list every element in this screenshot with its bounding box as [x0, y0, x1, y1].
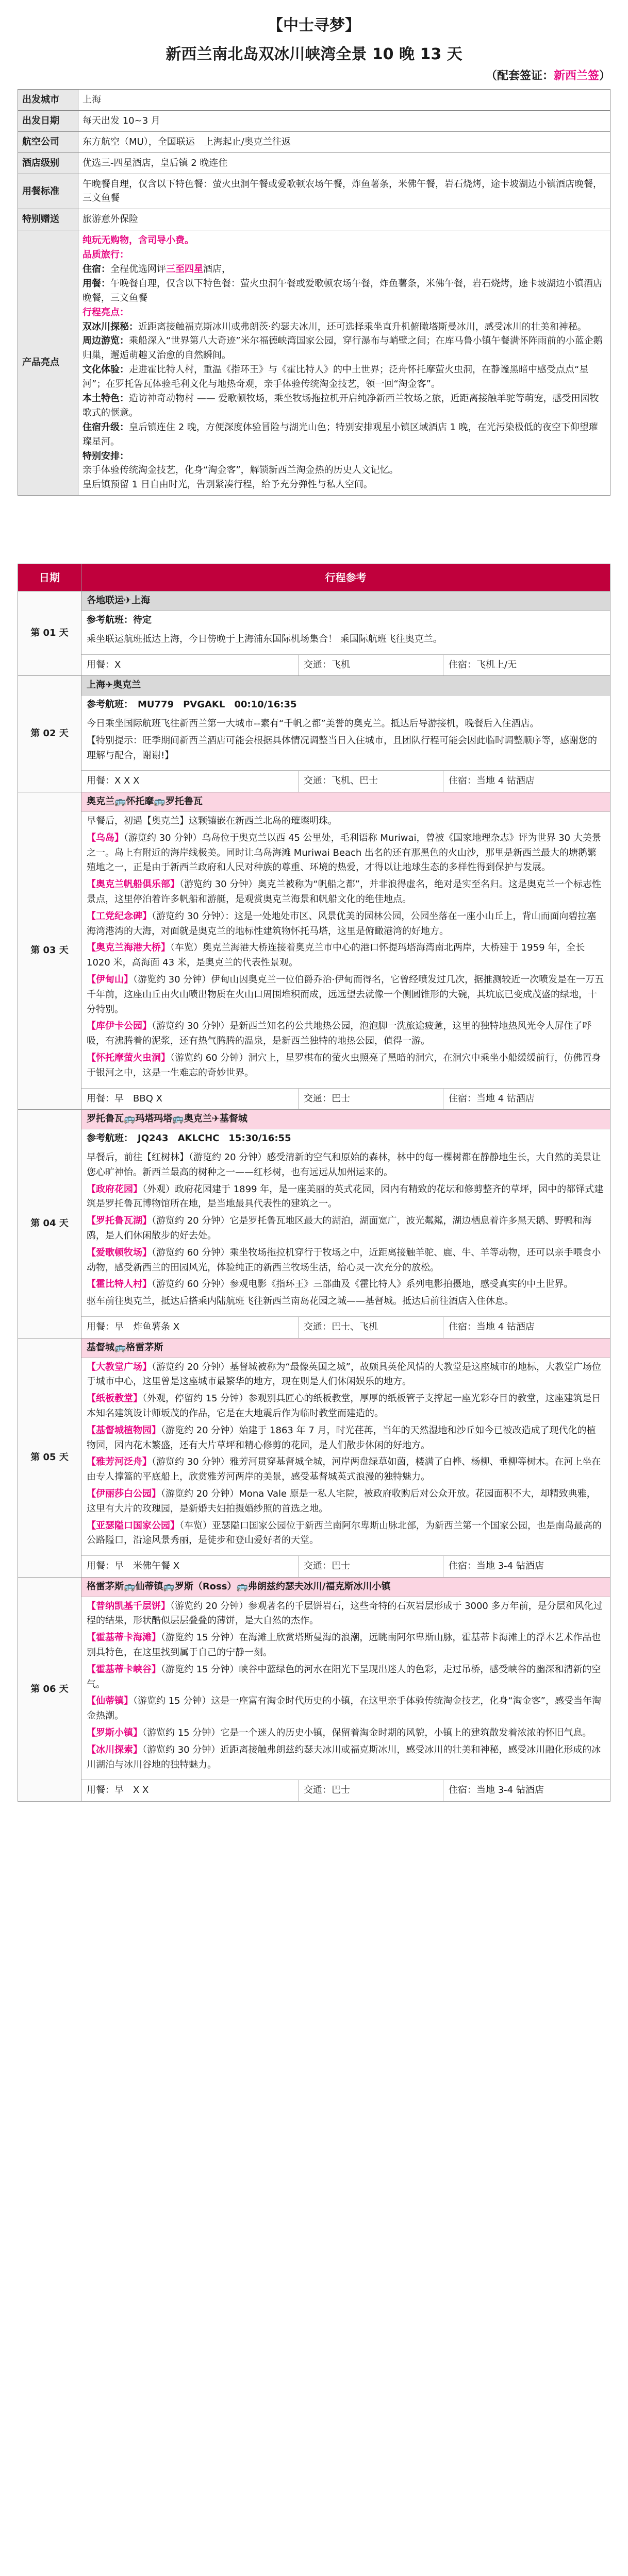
day-route: 上海✈奥克兰: [81, 676, 610, 696]
day-paragraph: 【罗托鲁瓦湖】（游览约 20 分钟）它是罗托鲁瓦地区最大的湖泊，湖面宽广，波光粼粼，湖边栖息着许多黑天鹅、野鸭和海鸥，是人们休闲散步的好去处。: [87, 1215, 592, 1241]
itinerary-day-row: [18, 1338, 610, 1577]
day-route: 基督城🚌格雷茅斯: [81, 1338, 610, 1358]
info-value: 每天出发 10~3 月: [78, 110, 610, 131]
itinerary-day-row: [18, 591, 610, 676]
day-body: [81, 715, 610, 770]
highlight-no-shopping: 纯玩无购物，含司导小费。: [82, 235, 194, 246]
day-paragraph: 【大教堂广场】（游览约 20 分钟）基督城被称为“最像英国之城”，故颇具英伦风情的大教堂是这座城市的地标，大教堂广场位于城市中心，这里曾是这座城市最繁华的地方，现在则是人们休闲娱乐的地方。: [87, 1361, 601, 1387]
highlight-meal: 用餐：午晚餐自理，仅含以下特色餐：萤火虫洞午餐或爱歌顿农场午餐，炸鱼薯条，米佛午餐，岩石烧烤，途卡坡湖边小镇酒店晚餐，三文鱼餐: [82, 278, 602, 303]
day-body: [81, 1597, 610, 1780]
info-label: 航空公司: [18, 131, 78, 152]
day-body: [81, 1358, 610, 1556]
day-paragraph: 【奥克兰海港大桥】（车览）奥克兰海港大桥连接着奥克兰市中心的港口怀提玛塔海湾南北两岸，大桥建于 1959 年，全长 1020 米，高海面 43 米，是奥克兰的代表性景观。: [87, 942, 585, 969]
day-stay: 住宿：当地 4 钻酒店: [449, 1093, 535, 1104]
day-paragraph: 【怀托摩萤火虫洞】（游览约 60 分钟）洞穴上，星罗棋布的萤火虫照亮了黑暗的洞穴，在洞穴中乘坐小船缓缓前行，仿佛置身于银河之中，这是一生难忘的奇妙世界。: [87, 1052, 601, 1078]
day-paragraph: 【库伊卡公园】（游览约 30 分钟）是新西兰知名的公共地热公园，泡泡脚一洗旅途疲惫，这里的独特地热风光令人屏住了呼吸，有沸腾着的泥浆，还有热气腾腾的温泉，是新西兰独特的地热公园，值得一游。: [87, 1021, 592, 1047]
info-label: 用餐标准: [18, 174, 78, 209]
col-day: 日期: [18, 564, 81, 591]
day-label: 第 06 天: [18, 1577, 81, 1801]
itinerary-day-row: [18, 792, 610, 1110]
highlight-item: 本土特色：造访神奇动物村 —— 爱歌顿牧场，乘坐牧场拖拉机开启纯净新西兰牧场之旅，近距离接触羊驼等萌宠，感受田园牧歌式的惬意。: [82, 393, 599, 418]
itinerary-day-row: [18, 676, 610, 792]
highlight-item: 特别安排：: [82, 450, 129, 462]
highlights-row: [18, 230, 610, 496]
day-meta: [81, 1780, 610, 1801]
day-paragraph: 【亚瑟隘口国家公园】（车览）亚瑟隘口国家公园位于新西兰南阿尔卑斯山脉北部，为新西兰第一个国家公园，也是南岛最高的公路隘口，沿途风景秀丽，是徒步和登山爱好者的天堂。: [87, 1520, 602, 1546]
info-row: [18, 152, 610, 174]
day-paragraph: 【乌岛】（游览约 30 分钟）乌岛位于奥克兰以西 45 公里处，毛利语称 Muriwai，曾被《国家地理杂志》评为世界 30 大美景之一。岛上有附近的海岸线极美。同时让乌岛海滩 Muriwai Beach 出名的还有那黑色的火山沙，那里是新西兰最大的塘鹅繁殖地之一，正是由于新西兰政府和人民对种族的尊重、环境的热爱，才得以让地球生态的多样性得到保护与发展。: [87, 832, 601, 873]
day-paragraph: 【伊甸山】（游览约 30 分钟）伊甸山因奥克兰一位伯爵乔治·伊甸而得名，它曾经喷发过几次，据推测较近一次喷发是在一万五千年前，这座山丘由火山喷出物质在火山口周围堆积而成，远远望去就像一个侧圆锥形的大碗，其坑底已变成茂盛的绿地，十分特别。: [87, 974, 604, 1015]
day-paragraph: 【冰川探索】（游览约 30 分钟）近距离接触弗朗兹约瑟夫冰川或福克斯冰川，感受冰川的壮美和神秘，感受冰川融化形成的冰川湖泊与冰川谷地的独特魅力。: [87, 1744, 601, 1770]
day-meta: [81, 1088, 610, 1110]
day-paragraph: 【工党纪念碑】（游览约 30 分钟）：这是一处地处市区、风景优美的园林公园，公园坐落在一座小山丘上，背山而面向碧拉塞海湾港湾的大海，对面就是奥克兰的地标性建筑物怀托马塔，这里是俯瞰港湾的好地方。: [87, 910, 597, 937]
day-paragraph: 今日乘坐国际航班飞往新西兰第一大城市--素有“千帆之都”美誉的奥克兰。抵达后导游接机，晚餐后入住酒店。: [87, 718, 539, 730]
day-stay: 住宿：当地 4 钻酒店: [449, 775, 535, 787]
day-paragraph: 【纸板教堂】（外观，停留约 15 分钟）参观别具匠心的纸板教堂，厚厚的纸板管子支撑起一座光彩夺目的教堂，这座建筑是日本知名建筑设计师坂茂的作品，它是在大地震后作为临时教堂而建造的。: [87, 1393, 601, 1419]
day-paragraph: 驱车前往奥克兰，抵达后搭乘内陆航班飞往新西兰南岛花园之城——基督城。抵达后前往酒店入住休息。: [87, 1296, 514, 1307]
day-traffic: 交通：巴士: [299, 1780, 443, 1801]
day-stay: 住宿：飞机上/无: [449, 659, 517, 670]
day-stay: 住宿：当地 3-4 钻酒店: [449, 1561, 544, 1572]
day-meal: 用餐：X X X: [81, 771, 299, 792]
day-paragraph: 【霍比特人村】（游览约 60 分钟）参观电影《指环王》三部曲及《霍比特人》系列电影拍摄地，感受真实的中土世界。: [87, 1279, 573, 1290]
day-paragraph: 【伊丽莎白公园】（游览约 20 分钟）Mona Vale 原是一私人宅院，被政府收购后对公众开放。花园面积不大，却精致典雅，这里有大片的玫瑰园，是新婚夫妇拍摄婚纱照的首选之地。: [87, 1488, 596, 1514]
day-meal: 用餐：早 X X: [81, 1780, 299, 1801]
highlight-trip-heading: 行程亮点：: [82, 307, 129, 318]
day-traffic: 交通：巴士、飞机: [299, 1317, 443, 1338]
day-meta: [81, 654, 610, 676]
day-content: [81, 1110, 610, 1338]
info-row: [18, 209, 610, 230]
day-paragraph: 【政府花园】（外观）政府花园建于 1899 年，是一座美丽的英式花园，园内有精致的花坛和修剪整齐的草坪，园中的都铎式建筑是罗托鲁瓦博物馆所在地，是当地最具代表性的建筑之一。: [87, 1183, 604, 1210]
info-row: [18, 174, 610, 209]
itinerary-header: [18, 564, 610, 591]
day-traffic: 交通：巴士: [299, 1089, 443, 1110]
highlight-item: 周边游览：乘船深入“世界第八大奇迹”米尔福德峡湾国家公园，穿行瀑布与峭壁之间；在库马鲁小镇午餐满怀阵雨前的小蓝企鹅归巢，邂逅萌趣又治愈的自然瞬间。: [82, 335, 603, 361]
info-label: 特别赠送: [18, 209, 78, 230]
info-label: 出发日期: [18, 110, 78, 131]
itinerary-day-row: [18, 1577, 610, 1801]
day-label: 第 04 天: [18, 1110, 81, 1338]
day-paragraph: 【基督城植物园】（游览约 20 分钟）始建于 1863 年 7 月，时光荏苒，当年的天然湿地和沙丘如今已被改造成了现代化的植物园，园内花木繁盛，还有大片草坪和精心修剪的花园，是人们散步休闲的好地方。: [87, 1425, 596, 1451]
day-flight: 参考航班： MU779 PVGAKL 00:10/16:35: [87, 699, 297, 710]
info-row: [18, 131, 610, 152]
day-flight: 参考航班：待定: [87, 615, 152, 626]
day-meal: 用餐：早 BBQ X: [81, 1089, 299, 1110]
day-route: 奥克兰🚌怀托摩🚌罗托鲁瓦: [81, 792, 610, 812]
itinerary-day-row: [18, 1110, 610, 1338]
highlight-extra-1: 亲手体验传统淘金技艺，化身“淘金客”，解锁新西兰淘金热的历史人文记忆。: [82, 465, 399, 476]
info-value: 优选三-四星酒店，皇后镇 2 晚连住: [78, 152, 610, 174]
highlight-item: 双冰川探秘：近距离接触福克斯冰川或弗朗茨·约瑟夫冰川，还可选择乘坐直升机俯瞰塔斯曼冰川，感受冰川的壮美和神秘。: [82, 321, 587, 332]
info-value: 午晚餐自理，仅含以下特色餐：萤火虫洞午餐或爱歌顿农场午餐，炸鱼薯条，米佛午餐，岩石烧烤，途卡坡湖边小镇酒店晚餐，三文鱼餐: [78, 174, 610, 209]
day-paragraph: 【罗斯小镇】（游览约 15 分钟）它是一个迷人的历史小镇，保留着淘金时期的风貌，小镇上的建筑散发着浓浓的怀旧气息。: [87, 1727, 592, 1739]
day-stay: 住宿：当地 4 钻酒店: [449, 1321, 535, 1332]
visa-note: （配套签证：新西兰签）: [485, 70, 610, 82]
highlight-quality-heading: 品质旅行：: [82, 249, 129, 261]
highlight-item: 文化体验：走进霍比特人村，重温《指环王》与《霍比特人》的中土世界；泛舟怀托摩萤火虫洞，在静谧黑暗中感受点点“星河”；在罗托鲁瓦体验毛利文化与地热奇观，亲手体验传统淘金技艺，领一回“淘金客”。: [82, 364, 589, 390]
day-route: 罗托鲁瓦🚌玛塔玛塔🚌奥克兰✈基督城: [81, 1110, 610, 1129]
col-ref: 行程参考: [81, 564, 610, 591]
highlights-label: 产品亮点: [18, 230, 78, 496]
day-content: [81, 792, 610, 1110]
info-label: 出发城市: [18, 90, 78, 111]
day-body: [81, 1148, 610, 1316]
day-content: [81, 591, 610, 676]
day-paragraph: 【普纳凯基千层饼】（游览约 20 分钟）参观著名的千层饼岩石，这些奇特的石灰岩层形成于 3000 多万年前，是分层和风化过程的结果，形状酷似层层叠叠的薄饼，是大自然的杰作。: [87, 1600, 603, 1626]
day-paragraph: 【霍基蒂卡海滩】（游览约 15 分钟）在海滩上欣赏塔斯曼海的浪潮，远眺南阿尔卑斯山脉，霍基蒂卡海滩上的浮木艺术作品也别具特色，在这里找到属于自己的宁静一刻。: [87, 1632, 601, 1658]
day-meal: 用餐：早 炸鱼薯条 X: [81, 1317, 299, 1338]
day-meta: [81, 770, 610, 792]
day-meta: [81, 1316, 610, 1338]
day-flight: 参考航班： JQ243 AKLCHC 15:30/16:55: [87, 1133, 291, 1144]
day-label: 第 02 天: [18, 676, 81, 792]
highlights-content: [78, 230, 610, 496]
day-label: 第 01 天: [18, 591, 81, 676]
day-paragraph: 【霍基蒂卡峡谷】（游览约 15 分钟）峡谷中蓝绿色的河水在阳光下呈现出迷人的色彩，走过吊桥，感受峡谷的幽深和清新的空气。: [87, 1664, 601, 1690]
product-title: 新西兰南北岛双冰川峡湾全景 10 晚 13 天: [166, 45, 462, 63]
product-tag: 【中士寻梦】: [268, 16, 360, 35]
day-meal: 用餐：X: [81, 655, 299, 676]
day-body: [81, 812, 610, 1088]
day-stay: 住宿：当地 3-4 钻酒店: [449, 1785, 544, 1796]
info-label: 酒店级别: [18, 152, 78, 174]
day-paragraph: 【爱歌顿牧场】（游览约 60 分钟）乘坐牧场拖拉机穿行于牧场之中，近距离接触羊驼、鹿、牛、羊等动物，还可以亲手喂食小动物，感受新西兰的田园风光，体验纯正的新西兰牧场生活，给心灵一次充分的放松。: [87, 1247, 601, 1273]
day-paragraph: 【仙蒂镇】（游览约 15 分钟）这是一座富有淘金时代历史的小镇，在这里亲手体验传统淘金技艺，化身“淘金客”，感受当年淘金热潮。: [87, 1696, 601, 1722]
highlight-hotel: 住宿：全程优选网评三至四星酒店，: [82, 264, 231, 275]
day-content: [81, 676, 610, 792]
info-value: 上海: [78, 90, 610, 111]
info-value: 东方航空（MU），全国联运 上海起止/奥克兰往返: [78, 131, 610, 152]
info-value: 旅游意外保险: [78, 209, 610, 230]
info-row: [18, 110, 610, 131]
info-row: [18, 90, 610, 111]
day-paragraph: 早餐后，前往【红树林】（游览约 20 分钟）感受清新的空气和原始的森林，林中的每一棵树都在静静地生长，大自然的美景让您心旷神怡。新西兰最高的树种之一——红杉树，也有远远从加州运来的。: [87, 1151, 601, 1178]
day-paragraph: 乘坐联运航班抵达上海，今日傍晚于上海浦东国际机场集合！ 乘国际航班飞往奥克兰。: [87, 633, 442, 645]
day-label: 第 05 天: [18, 1338, 81, 1577]
day-traffic: 交通：飞机、巴士: [299, 771, 443, 792]
day-meal: 用餐：早 米佛午餐 X: [81, 1556, 299, 1577]
day-route: 各地联运✈上海: [81, 591, 610, 611]
day-paragraph: 【特别提示：旺季期间新西兰酒店可能会根据具体情况调整当日入住城市，且团队行程可能会因此临时调整顺序等，感谢您的理解与配合，谢谢!】: [87, 735, 597, 761]
day-body: [81, 630, 610, 654]
itinerary-table: [18, 564, 610, 1802]
highlight-item: 住宿升级：皇后镇连住 2 晚，方便深度体验冒险与湖光山色；特别安排观星小镇区域酒店 1 晚，在光污染极低的夜空下仰望璀璨星河。: [82, 421, 598, 447]
day-traffic: 交通：飞机: [299, 655, 443, 676]
day-label: 第 03 天: [18, 792, 81, 1110]
info-table: [18, 89, 610, 496]
day-traffic: 交通：巴士: [299, 1556, 443, 1577]
day-content: [81, 1338, 610, 1577]
highlight-extra-2: 皇后镇预留 1 日自由时光，告别紧凑行程，给予充分弹性与私人空间。: [82, 479, 373, 490]
page: [18, 0, 610, 1802]
day-paragraph: 【雅芳河泛舟】（游览约 30 分钟）雅芳河贯穿基督城全城，河岸两盘绿草如茵，楼满了白桦、杨柳、垂柳等树木。在河上坐在由专人撑篙的平底船上，欣赏雅芳河两岸的美景，感受基督城英式浪漫的独特魅力。: [87, 1456, 601, 1483]
visa-link[interactable]: 新西兰签: [553, 70, 599, 82]
day-route: 格雷茅斯🚌仙蒂镇🚌罗斯（Ross）🚌弗朗兹约瑟夫冰川/福克斯冰川小镇: [81, 1578, 610, 1597]
day-paragraph: 【奥克兰帆船俱乐部】（游览约 30 分钟）奥克兰被称为“帆船之都”，并非浪得虚名，绝对是实至名归。这是奥克兰一个标志性景点，这里停泊着许多帆船和游艇，是观赏奥克兰海景和帆船文化的绝佳地点。: [87, 879, 601, 905]
day-content: [81, 1577, 610, 1801]
day-meta: [81, 1555, 610, 1577]
day-paragraph: 早餐后，初遇【奥克兰】这颗镶嵌在新西兰北岛的璀璨明珠。: [87, 816, 337, 827]
